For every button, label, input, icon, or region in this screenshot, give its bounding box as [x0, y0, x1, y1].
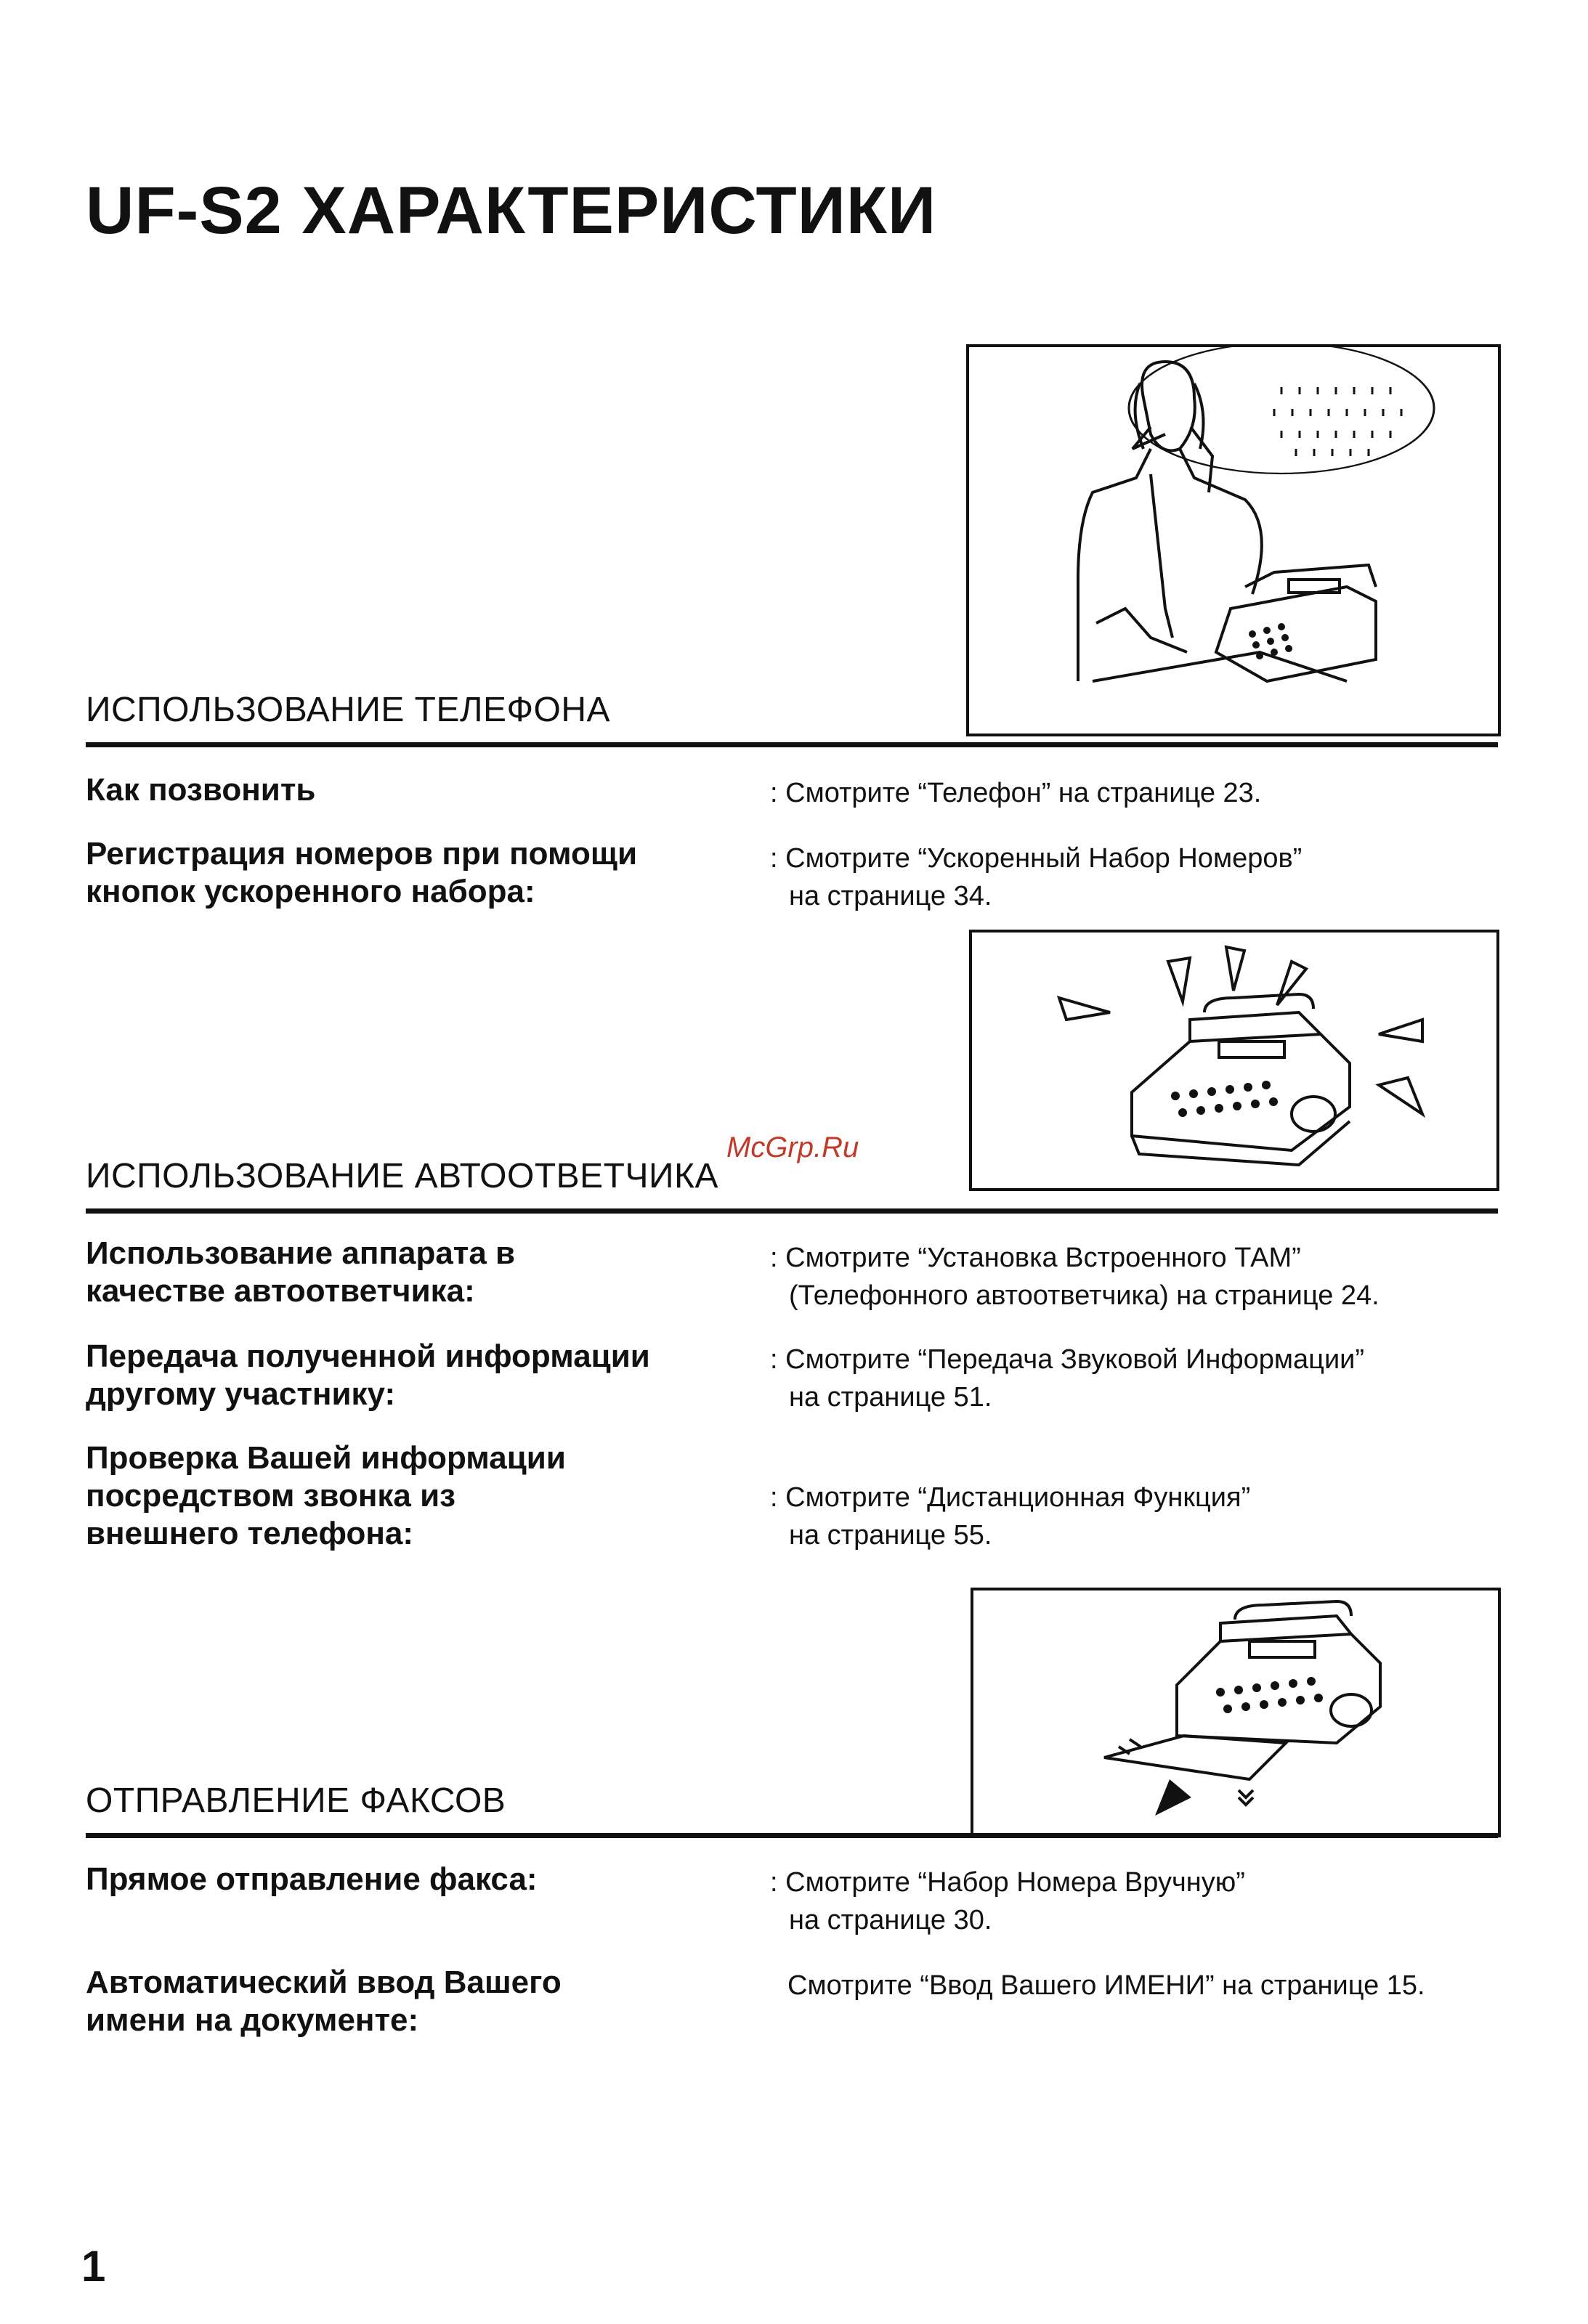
illustration-woman-on-phone	[966, 344, 1501, 736]
page-number: 1	[81, 2242, 106, 2291]
section-heading-sending-faxes: ОТПРАВЛЕНИЕ ФАКСОВ	[86, 1781, 506, 1820]
illustration-ringing-fax	[969, 930, 1499, 1191]
section-heading-telephone: ИСПОЛЬЗОВАНИЕ ТЕЛЕФОНА	[86, 691, 611, 729]
item-reference: : Смотрите “Телефон” на странице 23.	[770, 774, 1526, 812]
page-title: UF-S2 ХАРАКТЕРИСТИКИ	[86, 174, 937, 248]
item-label: Прямое отправление факса:	[86, 1861, 538, 1897]
item-reference: : Смотрите “Ускоренный Набор Номеров” на странице 34.	[770, 840, 1526, 915]
item-label: Как позвонить	[86, 772, 316, 808]
item-label: Передача полученной информации другому участнику:	[86, 1338, 650, 1412]
item-reference: : Смотрите “Установка Встроенного ТАМ” (Телефонного автоответчика) на странице 24.	[770, 1239, 1526, 1315]
item-label: Проверка Вашей информации посредством звонка из внешнего телефона:	[86, 1440, 566, 1551]
item-reference: Смотрите “Ввод Вашего ИМЕНИ” на странице 15.	[787, 1970, 1425, 2001]
section-divider	[86, 1833, 1498, 1838]
ringing-fax-drawing	[972, 933, 1496, 1188]
item-label: Использование аппарата в качестве автоответчика:	[86, 1235, 516, 1309]
section-divider	[86, 1208, 1498, 1214]
item-label: Автоматический ввод Вашего имени на документе:	[86, 1965, 562, 2038]
woman-on-phone-drawing	[969, 347, 1498, 734]
illustration-fax-sending	[971, 1588, 1501, 1837]
fax-sending-drawing	[973, 1590, 1498, 1835]
item-reference: : Смотрите “Набор Номера Вручную” на странице 30.	[770, 1864, 1526, 1939]
item-reference: : Смотрите “Дистанционная Функция” на странице 55.	[770, 1479, 1526, 1554]
item-label: Регистрация номеров при помощи кнопок ускоренного набора:	[86, 836, 637, 909]
item-reference: : Смотрите “Передача Звуковой Информации” на странице 51.	[770, 1341, 1526, 1416]
watermark: McGrp.Ru	[726, 1131, 859, 1163]
section-divider	[86, 742, 1498, 747]
section-heading-answering-machine: ИСПОЛЬЗОВАНИЕ АВТООТВЕТЧИКА	[86, 1157, 718, 1195]
